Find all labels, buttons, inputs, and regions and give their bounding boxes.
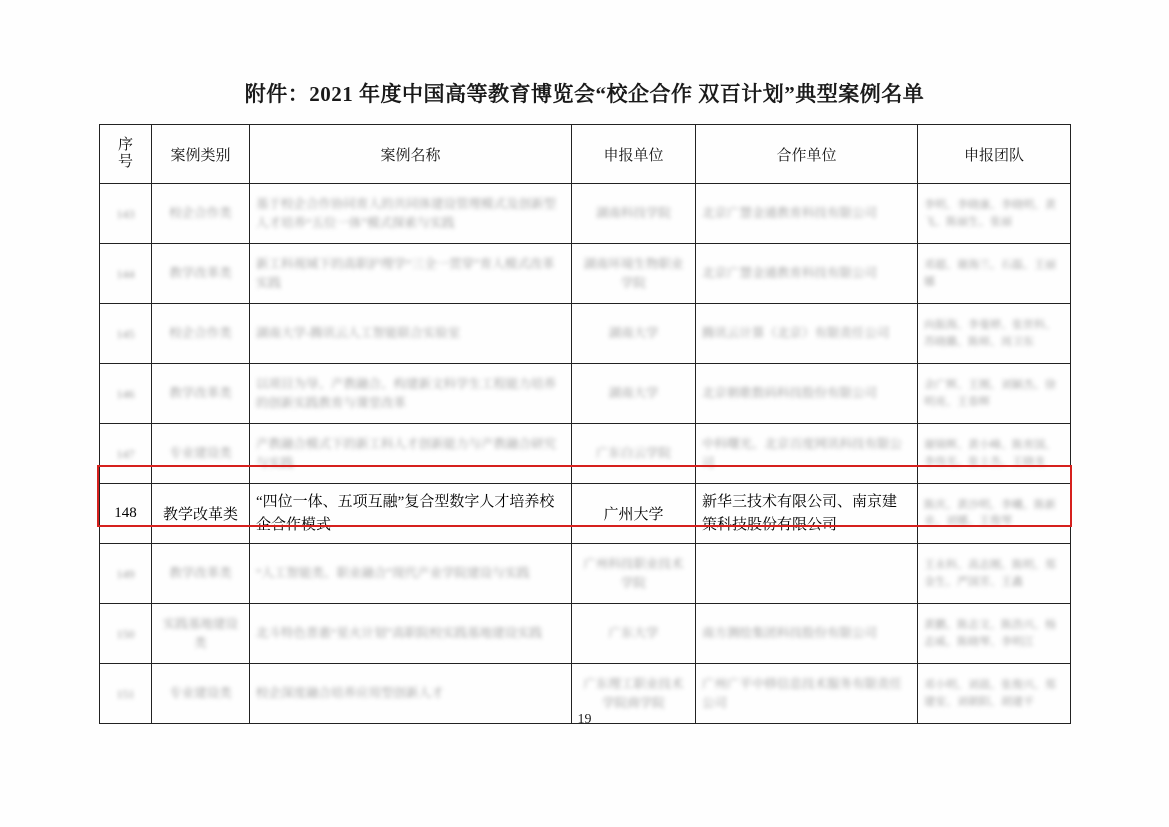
page-title: 附件：2021 年度中国高等教育博览会“校企合作 双百计划”典型案例名单: [244, 82, 925, 106]
cell-unit: 湖南科技学院: [572, 184, 696, 244]
cell-no: 148: [100, 484, 152, 544]
table-row-highlighted: [100, 484, 1071, 544]
cell-name: 产教融合模式下的新工科人才创新能力与产教融合研究与实践: [250, 424, 572, 484]
cell-category: 教学改革类: [152, 244, 250, 304]
cell-category: 专业建设类: [152, 424, 250, 484]
cell-unit: 广东白云学院: [572, 424, 696, 484]
cell-cooperator: 北京朝歌数码科技股份有限公司: [696, 364, 918, 424]
table-row: [100, 304, 1071, 364]
column-header-name: 案例名称: [250, 125, 572, 184]
table-row: [100, 364, 1071, 424]
table-row: [100, 424, 1071, 484]
cell-cooperator: 腾讯云计算（北京）有限责任公司: [696, 304, 918, 364]
cell-no: 149: [100, 544, 152, 604]
cell-cooperator: 北京广慧金通教育科技有限公司: [696, 184, 918, 244]
cell-name: “人工智能类、职业融合”现代产业学院建设与实践: [250, 544, 572, 604]
cell-name: 以项目为导、产教融合、构建新文科学生工程能力培养的创新实践教育与课堂改革: [250, 364, 572, 424]
cell-unit: 湖南大学: [572, 304, 696, 364]
cell-unit: 广州科技职业技术学院: [572, 544, 696, 604]
column-header-category: 案例类别: [152, 125, 250, 184]
column-header-team: 申报团队: [918, 125, 1071, 184]
table-row: [100, 184, 1071, 244]
table-row: [100, 604, 1071, 664]
cell-unit: 湖南大学: [572, 364, 696, 424]
cell-name: 校企深度融合培养应用型创新人才: [250, 664, 572, 724]
cell-no: 144: [100, 244, 152, 304]
cell-unit: 湖南环境生物职业学院: [572, 244, 696, 304]
cell-category: 教学改革类: [152, 364, 250, 424]
table-header: [100, 125, 1071, 184]
cell-name: 新工科视域下的高职护理学“三全一贯穿”育人模式改革实践: [250, 244, 572, 304]
cell-unit: 广州大学: [572, 484, 696, 544]
cell-category: 校企合作类: [152, 184, 250, 244]
cell-category: 教学改革类: [152, 544, 250, 604]
cell-unit: 广东大学: [572, 604, 696, 664]
cell-team: 向振海、李曼婷、张世科、苏晓璐、陈师、周卫东: [918, 304, 1071, 364]
cell-team: 邓超、谢海兰、石磊、王丽娜: [918, 244, 1071, 304]
cell-team: 黄鹏、陈志文、陈浩兴、杨志威、陈晓琴、李明江: [918, 604, 1071, 664]
cell-name: 北斗特色普惠“星火计划”高职院校实践基地建设实践: [250, 604, 572, 664]
cell-no: 151: [100, 664, 152, 724]
column-header-no-line2: 号: [117, 154, 133, 170]
cell-name: 基于校企合作协同育人的共同体建设管理模式及创新型人才培养“五位一体”模式探索与实践: [250, 184, 572, 244]
cell-no: 146: [100, 364, 152, 424]
column-header-no: [100, 125, 152, 184]
cell-cooperator: 北京广慧金通教育科技有限公司: [696, 244, 918, 304]
cell-team: 李明、李晓康、李晓明、黄飞、陈丽生、张丽: [918, 184, 1071, 244]
cell-cooperator: 中科曙光、北京百度网讯科技有限公司: [696, 424, 918, 484]
cell-cooperator: 南方测绘集团科技股份有限公司: [696, 604, 918, 664]
cell-category: 教学改革类: [152, 484, 250, 544]
cell-name: “四位一体、五项互融”复合型数字人才培养校企合作模式: [250, 484, 572, 544]
cell-category: 实践基地建设类: [152, 604, 250, 664]
cell-team: 王永科、高志刚、陈明、郑金生、严国芳、王鑫: [918, 544, 1071, 604]
table-body: [100, 184, 1071, 724]
cell-cooperator: 新华三技术有限公司、南京建策科技股份有限公司: [696, 484, 918, 544]
page-number: 19: [577, 712, 592, 727]
cell-team: 余广辉、王刚、刘颖杰、徐明亮、王春辉: [918, 364, 1071, 424]
column-header-unit: 申报单位: [572, 125, 696, 184]
cell-no: 143: [100, 184, 152, 244]
cell-no: 145: [100, 304, 152, 364]
cell-no: 150: [100, 604, 152, 664]
cell-cooperator: 广州广平中移信息技术服务有限责任公司: [696, 664, 918, 724]
cell-team: 邓小明、刘晨、张俊兴、郑建安、刘朝阳、胡建平: [918, 664, 1071, 724]
cell-cooperator: [696, 544, 918, 604]
column-header-no-line1: 序: [117, 136, 133, 153]
cell-team: 陈庆、黄沙明、李曦、陈新业、刘娜、王俊琴: [918, 484, 1071, 544]
cell-category: 校企合作类: [152, 304, 250, 364]
cell-category: 专业建设类: [152, 664, 250, 724]
cell-name: 湖南大学-腾讯云人工智能联合实验室: [250, 304, 572, 364]
table-row: [100, 544, 1071, 604]
column-header-cooperator: 合作单位: [696, 125, 918, 184]
cell-team: 谢锦辉、黄小峰、陈育国、李伟光、张士杰、王晓龙: [918, 424, 1071, 484]
cell-unit: 广东理工职业技术学院商学院: [572, 664, 696, 724]
case-list-table: [99, 124, 1071, 724]
cell-no: 147: [100, 424, 152, 484]
table-row: [100, 244, 1071, 304]
